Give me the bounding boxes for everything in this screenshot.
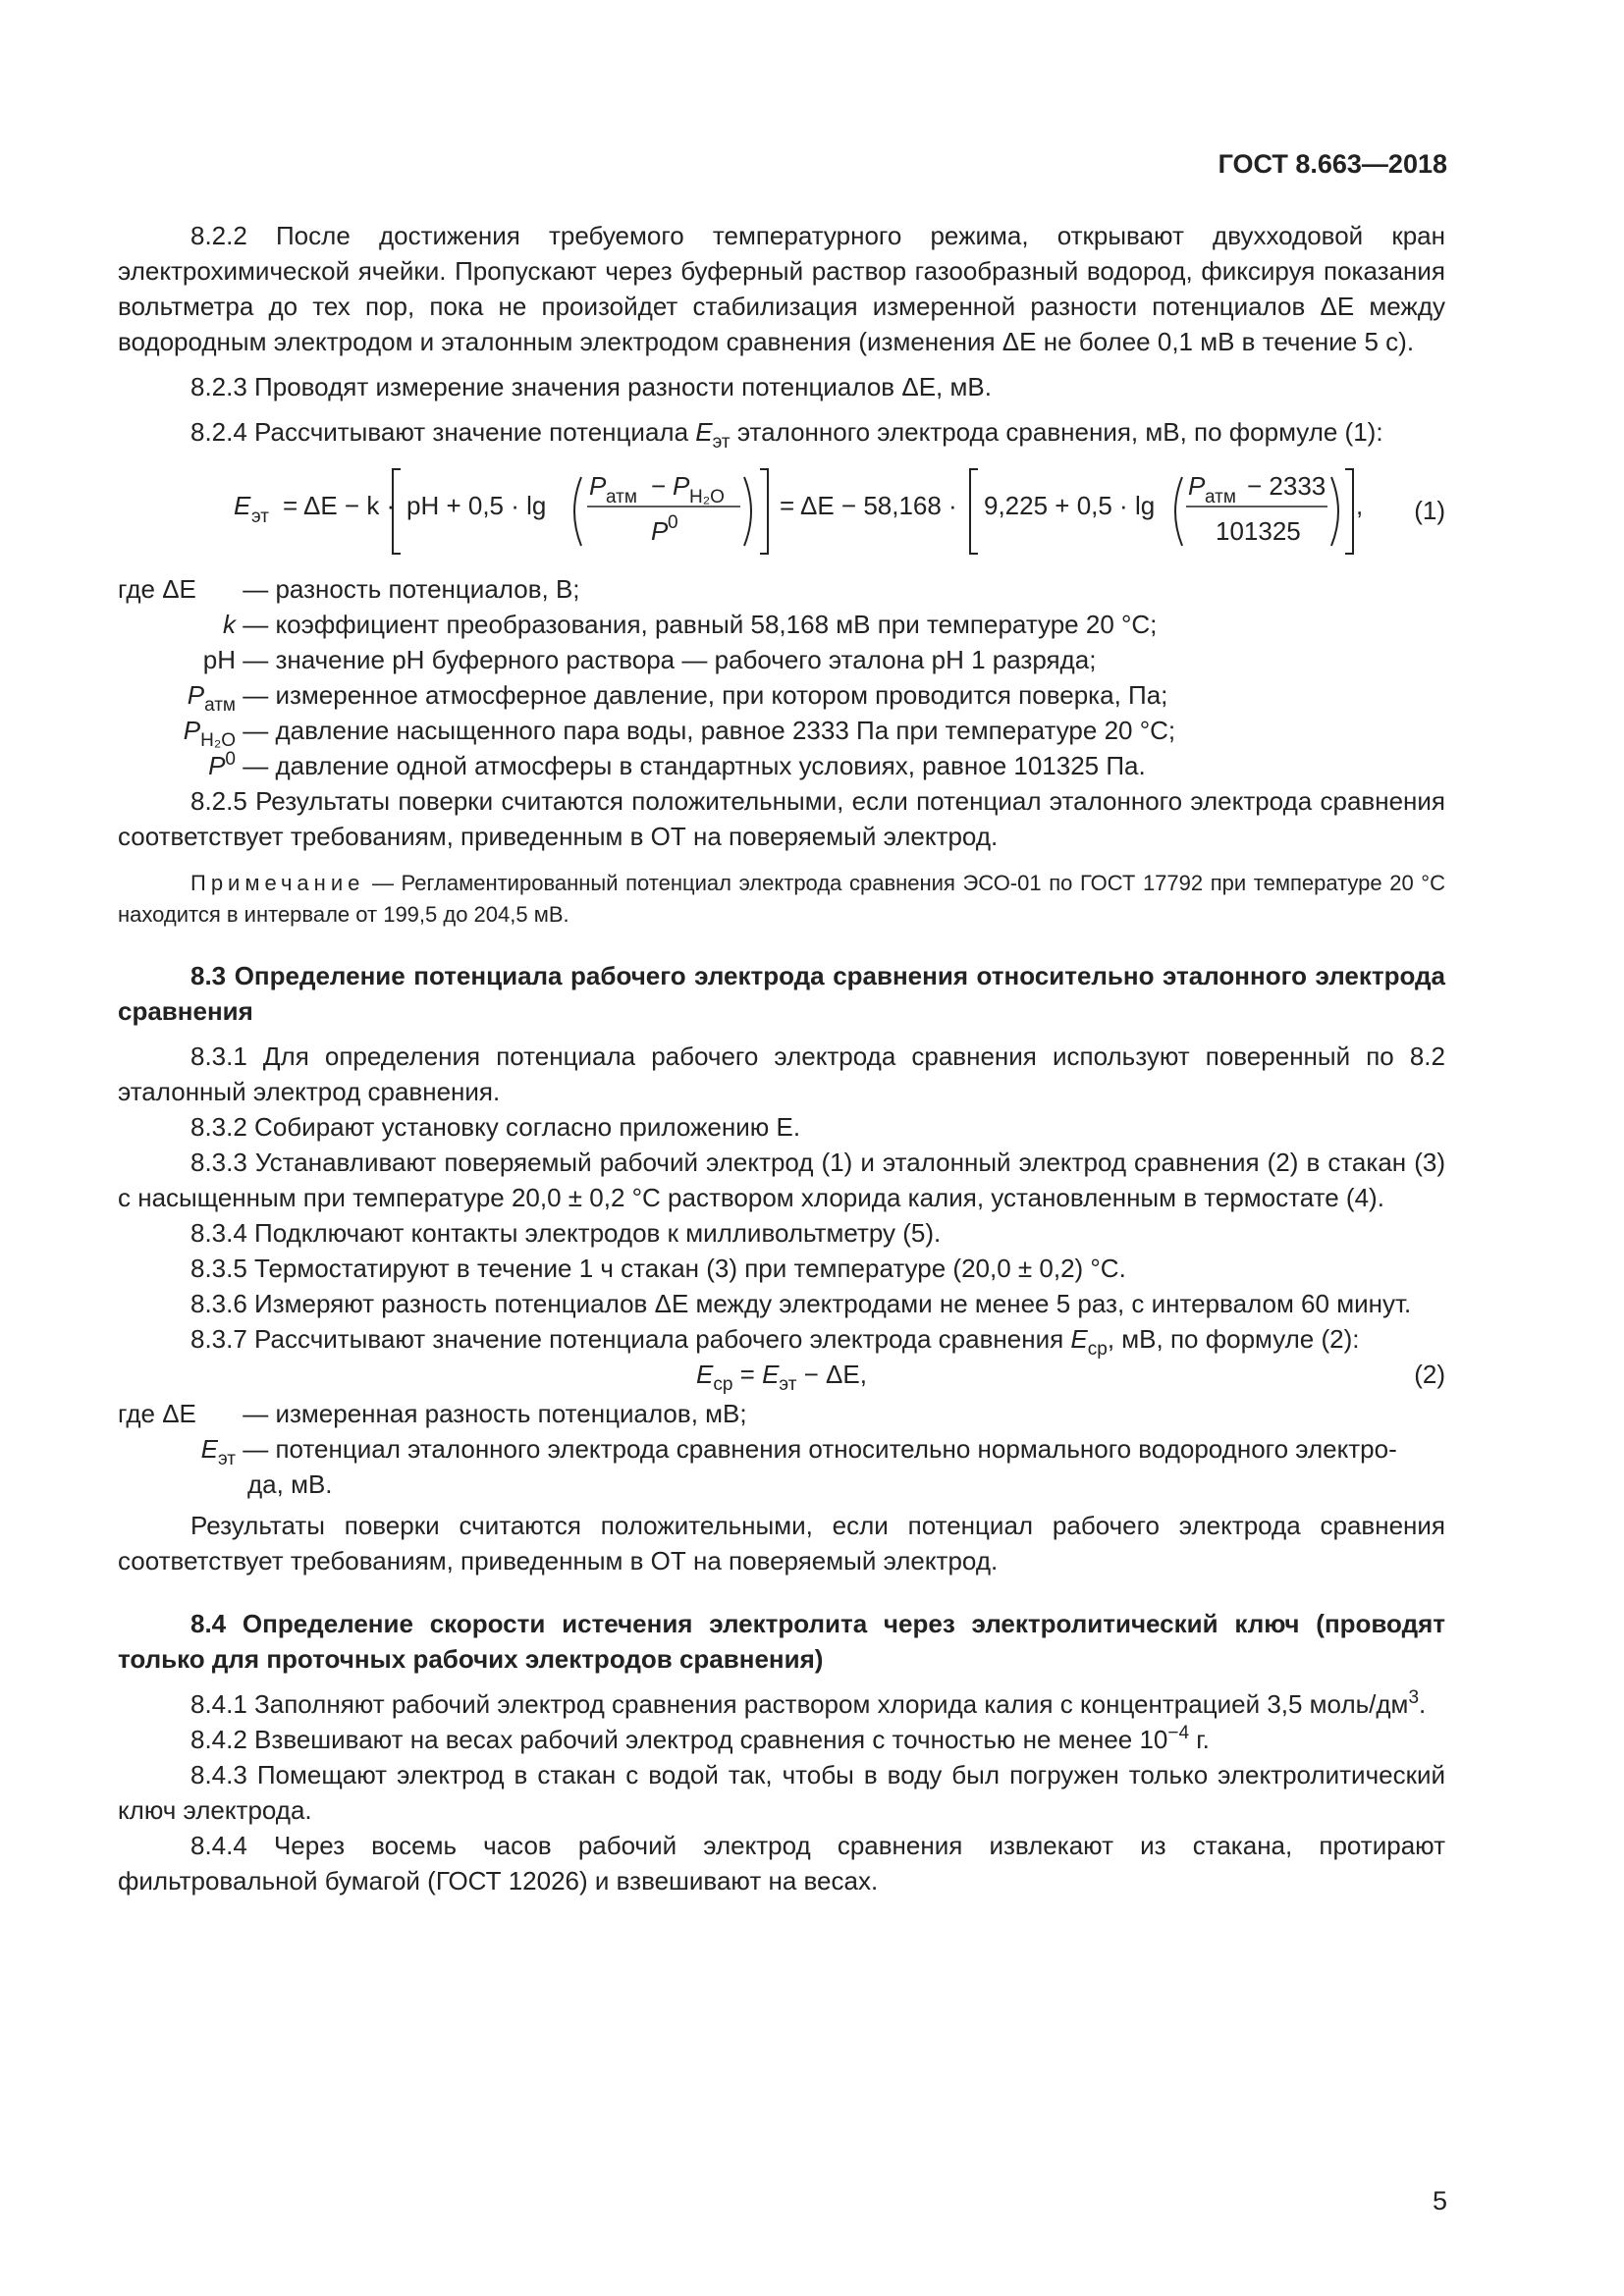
f1-num-b-sub: H₂O xyxy=(689,487,725,507)
f1-bracket2-right xyxy=(1345,469,1353,554)
f1-lhs-sub: эт xyxy=(251,507,269,527)
document-code: ГОСТ 8.663—2018 xyxy=(1218,149,1447,179)
def-row: $E_{эт}$ — потенциал эталонного электрода сравнения относительно нормального водородного электро- xyxy=(200,1434,1397,1469)
f1-den-sup: 0 xyxy=(668,512,678,533)
f1-ph: pH + 0,5 · lg xyxy=(406,491,547,520)
f1-paren2-left xyxy=(1175,477,1182,546)
paragraph-8-3-6: 8.3.6 Измеряют разность потенциалов ΔE между электродами не менее 5 раз, с интервалом 60 минут. xyxy=(190,1289,1412,1318)
f1-paren-left xyxy=(574,477,581,546)
definitions-formula-1 xyxy=(118,571,1445,783)
def-row: pH — значение pH буферного раствора — рабочего эталона pH 1 разряда; xyxy=(202,645,1097,674)
f1-paren2-right xyxy=(1331,477,1338,546)
heading-8-3: 8.3 Определение потенциала рабочего электрода сравнения относительно эталонного электрода сравнения xyxy=(118,961,1445,1026)
paragraph-8-3-7: 8.3.7 Рассчитывают значение потенциала рабочего электрода сравнения $E_{ср}$, мВ, по формуле (2): xyxy=(190,1324,1360,1360)
paragraph-8-4-2: 8.4.2 Взвешивают на весах рабочий электрод сравнения с точностью не менее $10^{-4}$ г. xyxy=(190,1723,1210,1754)
f1-num-a: P xyxy=(589,471,607,501)
formula-2: $E_{ср} = E_{эт} - \Delta E$, (2) xyxy=(118,1357,1445,1396)
def-row: где ΔE — измеренная разность потенциалов, мВ; xyxy=(118,1399,747,1428)
f1-bracket-right xyxy=(760,469,768,554)
f1-den2: 101325 xyxy=(1216,516,1301,546)
paragraph-8-4-1: 8.4.1 Заполняют рабочий электрод сравнения раствором хлорида калия с концентрацией 3,5 моль/$дм^3$. xyxy=(190,1687,1427,1719)
def-row: $P_{атм}$ — измеренное атмосферное давление, при котором проводится поверка, Па; xyxy=(187,680,1168,716)
formula-2-number: (2) xyxy=(1414,1360,1445,1389)
heading-8-4: 8.4 Определение скорости истечения электролита через электролитический ключ (проводят только для проточных рабочих электродов сравнения) xyxy=(118,1609,1445,1674)
page-number: 5 xyxy=(1432,2186,1447,2216)
def-row: $P^0$ — давление одной атмосферы в стандартных условиях, равное 101325 Па. xyxy=(208,749,1146,780)
paragraph-8-2-3: 8.2.3 Проводят измерение значения разности потенциалов ΔE, мВ. xyxy=(190,372,992,401)
note: Примечание — Регламентированный потенциал электрода сравнения ЭСО-01 по ГОСТ 17792 при температуре 20 °С находится в интервале от 199,5 до 204,5 мВ. xyxy=(118,871,1445,927)
definitions-formula-2 xyxy=(118,1396,1445,1502)
f1-const: 9,225 + 0,5 · lg xyxy=(984,491,1156,520)
page-content xyxy=(118,218,1445,1898)
f1-num2-sub: атм xyxy=(1205,487,1236,507)
f1-minus: − xyxy=(651,471,667,501)
f1-num-b: P xyxy=(673,471,690,501)
formula-1 xyxy=(118,457,1445,561)
paragraph-8-3-3: 8.3.3 Устанавливают поверяемый рабочий электрод (1) и эталонный электрод сравнения (2) в стакан (3) с насыщенным при температуре 20,0 ± 0,2 °С раствором хлорида калия, установленным в термостате (4). xyxy=(118,1148,1445,1212)
def-row: где ΔE — разность потенциалов, В; xyxy=(118,574,580,604)
paragraph-8-2-4: 8.2.4 Рассчитывают значение потенциала $E_{эт}$ эталонного электрода сравнения, мВ, по формуле (1): xyxy=(190,417,1383,453)
def-row: k — коэффициент преобразования, равный 58,168 мВ при температуре 20 °С; xyxy=(223,610,1158,639)
f1-lhs: E xyxy=(234,491,251,520)
f1-paren-right xyxy=(744,477,751,546)
paragraph-8-2-2: 8.2.2 После достижения требуемого температурного режима, открывают двухходовой кран электрохимической ячейки. Пропускают через буферный раствор газообразный водород, фиксируя показания вольтметра до тех пор, пока не произойдет стабилизация измеренной разности потенциалов ΔE между водородным электродом и эталонным электродом сравнения (изменения ΔE не более 0,1 мВ в течение 5 с). xyxy=(118,221,1445,356)
f1-comma: , xyxy=(1356,491,1363,520)
def-row-continuation: да, мВ. xyxy=(247,1469,333,1499)
paragraph-8-2-5: 8.2.5 Результаты поверки считаются положительными, если потенциал эталонного электрода сравнения соответствует требованиям, приведенным в ОТ на поверяемый электрод. xyxy=(118,786,1445,851)
formula-1-number: (1) xyxy=(1414,496,1445,525)
paragraph-8-4-4: 8.4.4 Через восемь часов рабочий электрод сравнения извлекают из стакана, протирают фильтровальной бумагой (ГОСТ 12026) и взвешивают на весах. xyxy=(118,1831,1445,1896)
f1-den: P xyxy=(651,516,669,546)
paragraph-8-3-4: 8.3.4 Подключают контакты электродов к милливольтметру (5). xyxy=(190,1218,942,1248)
paragraph-8-3-5: 8.3.5 Термостатируют в течение 1 ч стакан (3) при температуре (20,0 ± 0,2) °С. xyxy=(190,1254,1126,1283)
f1-eq-b: = ΔE − 58,168 · xyxy=(780,491,957,520)
def-row: $P_{H_2O}$ — давление насыщенного пара воды, равное 2333 Па при температуре 20 °С; xyxy=(183,716,1176,751)
paragraph-8-3-2: 8.3.2 Собирают установку согласно приложению Е. xyxy=(190,1112,801,1142)
paragraph-8-3-1: 8.3.1 Для определения потенциала рабочего электрода сравнения используют поверенный по 8.2 эталонный электрод сравнения. xyxy=(118,1041,1445,1106)
f1-num2-tail: − 2333 xyxy=(1247,471,1326,501)
f1-eq-a: = ΔE − k · xyxy=(283,491,396,520)
f1-num2: P xyxy=(1188,471,1206,501)
f1-bracket2-left xyxy=(970,469,978,554)
f1-num-a-sub: атм xyxy=(606,487,637,507)
paragraph-results: Результаты поверки считаются положительными, если потенциал рабочего электрода сравнения соответствует требованиям, приведенным в ОТ на поверяемый электрод. xyxy=(118,1511,1445,1575)
paragraph-8-4-3: 8.4.3 Помещают электрод в стакан с водой так, чтобы в воду был погружен только электролитический ключ электрода. xyxy=(118,1760,1445,1825)
